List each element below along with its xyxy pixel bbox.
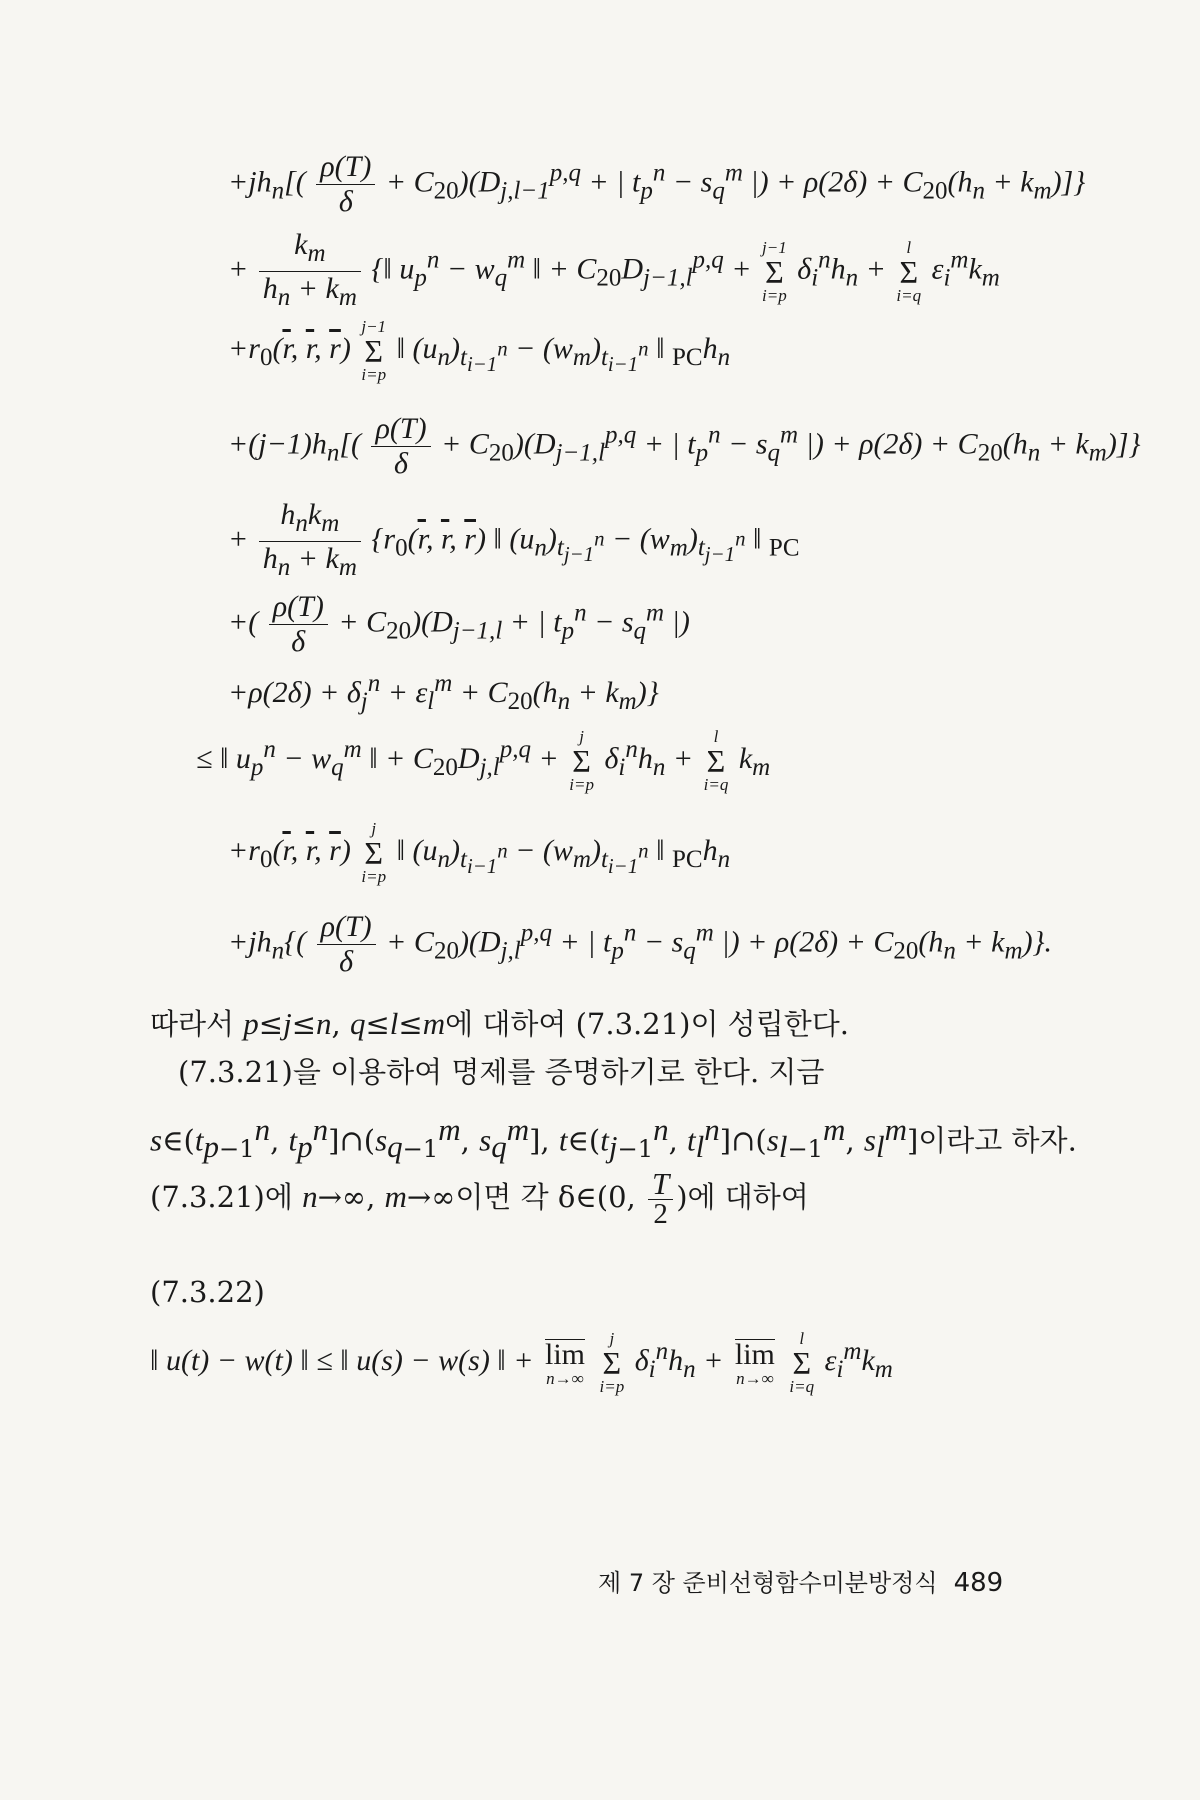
prose-line-3: $s\in(t_{p-1}^n$, $t_p^n]\cap(s_{q-1}^m$, $s_q^m$], $t\in(t_{j-1}^n$, $t_l^n]\cap(s_{l-1}^m$, $s_l^m$]이라고 하자.	[150, 1112, 1077, 1165]
equation-line-10: $+jh_n${( $\frac{\rho(T)}{\delta}$ + $C_{20})(D_{j,l}^{p,q}$ + | $t_p^n - s_q^m$ |) + $\rho(2\delta) + C_{20}(h_n + k_m)$}.	[228, 910, 1053, 978]
equation-line-8: ≤ ‖ $u_p^n - w_q^m$ ‖ + $C_{20}D_{j,l}^{p,q}$ + j Σ i=p $\delta_i^nh_n$ + l Σ i=q $k_m$	[196, 727, 771, 794]
equation-line-6: +( $\frac{\rho(T)}{\delta}$ + $C_{20})(D_{j-1,l}$ + | $t_p^n - s_q^m$ |)	[228, 590, 690, 658]
page-footer	[598, 1563, 1003, 1598]
equation-line-3: $+r_0(\overline{r}$, $\overline{r}$, $\overline{r}$) j−1 Σ i=p ‖ $(u_n)_{t_{i-1}^n} - (w_m)_{t_{i-1}^n}$ ‖ $_{PC}h_n$	[228, 317, 731, 384]
page-number: 489	[953, 1568, 1004, 1598]
prose-line-4: (7.3.21)에 n→∞, m→∞이면 각 δ∈(0, $\frac{T}{2}$ )에 대하여	[150, 1166, 809, 1230]
equation-line-9: $+r_0(\overline{r}$, $\overline{r}$, $\overline{r}$) j Σ i=p ‖ $(u_n)_{t_{i-1}^n} - (w_m)_{t_{i-1}^n}$ ‖ $_{PC}h_n$	[228, 819, 731, 886]
chapter-title: 제 7 장 준비선형함수미분방정식	[598, 1569, 938, 1597]
equation-label: (7.3.22)	[150, 1275, 265, 1309]
prose-line-2: (7.3.21)을 이용하여 명제를 증명하기로 한다. 지금	[178, 1055, 825, 1089]
equation-line-5: + $\frac{h_nk_m}{h_n + k_m}$ {$r_0(\overline{r}$, $\overline{r}$, $\overline{r}$) ‖ $(u_n)_{t_{j-1}^n} - (w_m)_{t_{j-1}^n}$ ‖ $_{PC}$	[228, 498, 800, 581]
equation-line-4: $+(j-1)h_n$[( $\frac{\rho(T)}{\delta}$ + $C_{20})(D_{j-1,l}^{p,q}$ + | $t_p^n - s_q^m$ |) + $\rho(2\delta) + C_{20}(h_n + k_m)$]}	[228, 412, 1141, 480]
prose-line-1: 따라서 p≤j≤n, q≤l≤m에 대하여 (7.3.21)이 성립한다.	[150, 1006, 849, 1041]
final-equation: ‖ u(t) − w(t) ‖ ≤ ‖ u(s) − w(s) ‖ + lim n→∞ j Σ i=p $\delta_i^nh_n$ + lim n→∞ l Σ i=q $\varepsilon_i^mk_m$	[150, 1329, 893, 1396]
equation-line-1: $+jh_n$[( $\frac{\rho(T)}{\delta}$ + $C_{20})(D_{j,l-1}^{p,q}$ + | $t_p^n - s_q^m$ |) + $\rho(2\delta) + C_{20}(h_n + k_m)$]}	[228, 150, 1086, 218]
equation-line-2: + $\frac{k_m}{h_n + k_m}$ {‖ $u_p^n - w_q^m$ ‖ + $C_{20}D_{j-1,l}^{p,q}$ + j−1 Σ i=p $\delta_i^nh_n$ + l Σ i=q $\varepsilon_i^mk_m$	[228, 228, 1000, 311]
equation-line-7: $+\rho(2\delta) + \delta_j^n + \varepsilon_l^m + C_{20}(h_n + k_m)$}	[228, 670, 659, 715]
